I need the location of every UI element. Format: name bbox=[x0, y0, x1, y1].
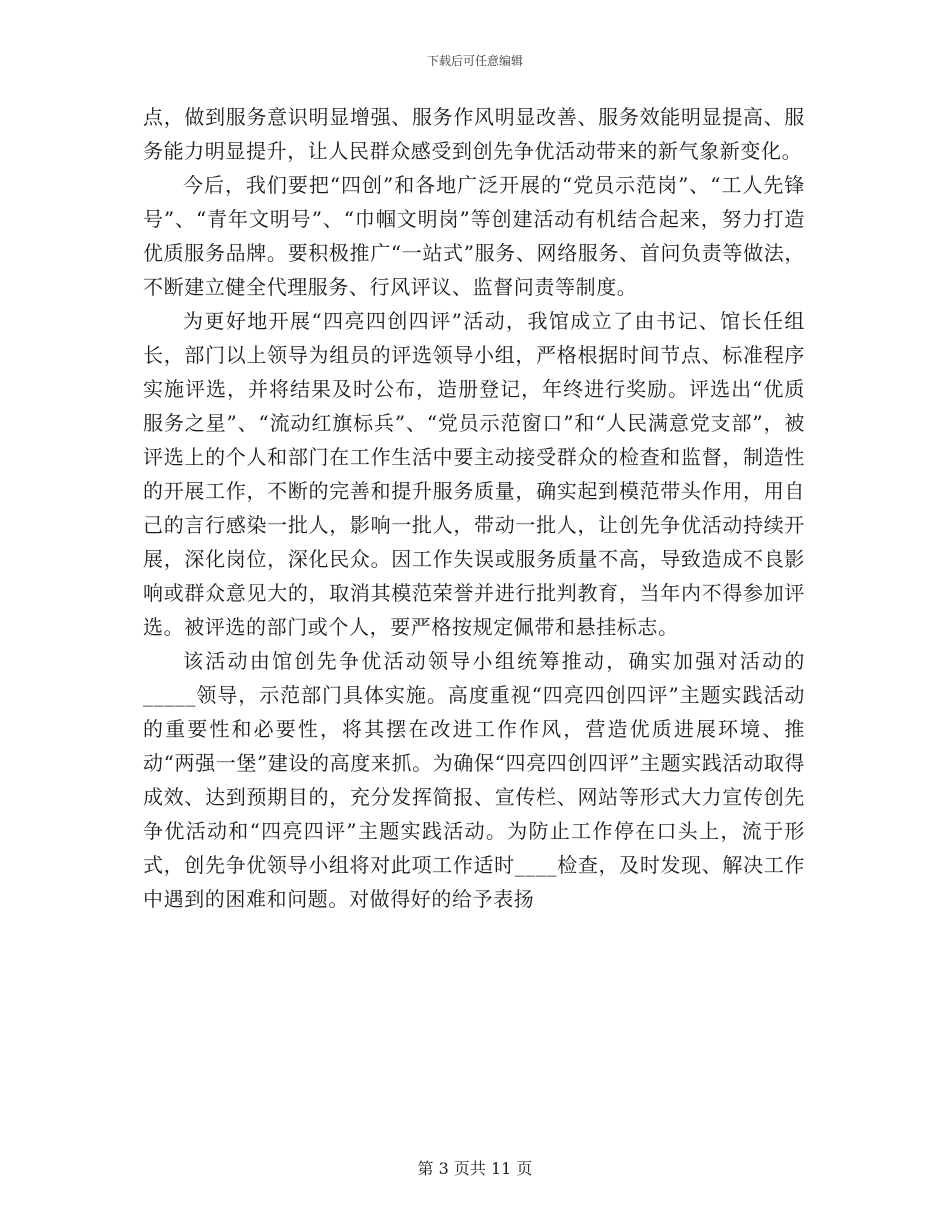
paragraph: 为更好地开展“四亮四创四评”活动，我馆成立了由书记、馆长任组长，部门以上领导为组员的评选领导小组，严格根据时间节点、标准程序实施评选，并将结果及时公布，造册登记，年终进行奖励。评选出“优质服务之星”、“流动红旗标兵”、“党员示范窗口”和“人民满意党支部”，被评选上的个人和部门在工作生活中要主动接受群众的检查和监督，制造性的开展工作，不断的完善和提升服务质量，确实起到模范带头作用，用自己的言行感染一批人，影响一批人，带动一批人，让创先争优活动持续开展，深化岗位，深化民众。因工作失误或服务质量不高，导致造成不良影响或群众意见大的，取消其模范荣誉并进行批判教育，当年内不得参加评选。被评选的部门或个人，要严格按规定佩带和悬挂标志。 bbox=[143, 309, 805, 639]
page-footer: 第 3 页共 11 页 bbox=[417, 1159, 533, 1178]
paragraph: 该活动由馆创先争优活动领导小组统筹推动，确实加强对活动的_____领导，示范部门具体实施。高度重视“四亮四创四评”主题实践活动的重要性和必要性，将其摆在改进工作作风，营造优质进展环境、推动“两强一堡”建设的高度来抓。为确保“四亮四创四评”主题实践活动取得成效、达到预期目的，充分发挥简报、宣传栏、网站等形式大力宣传创先争优活动和“四亮四评”主题实践活动。为防止工作停在口头上，流于形式，创先争优领导小组将对此项工作适时____检查，及时发现、解决工作中遇到的困难和问题。对做得好的给予表扬 bbox=[143, 649, 805, 911]
document-body bbox=[143, 100, 805, 916]
page-header: 下载后可任意编辑 bbox=[426, 54, 523, 68]
paragraph: 今后，我们要把“四创”和各地广泛开展的“党员示范岗”、“工人先锋号”、“青年文明号”、“巾帼文明岗”等创建活动有机结合起来，努力打造优质服务品牌。要积极推广“一站式”服务、网络服务、首问负责等做法，不断建立健全代理服务、行风评议、监督问责等制度。 bbox=[143, 173, 805, 299]
paragraph-continuation: 点，做到服务意识明显增强、服务作风明显改善、服务效能明显提高、服务能力明显提升，让人民群众感受到创先争优活动带来的新气象新变化。 bbox=[143, 105, 805, 163]
